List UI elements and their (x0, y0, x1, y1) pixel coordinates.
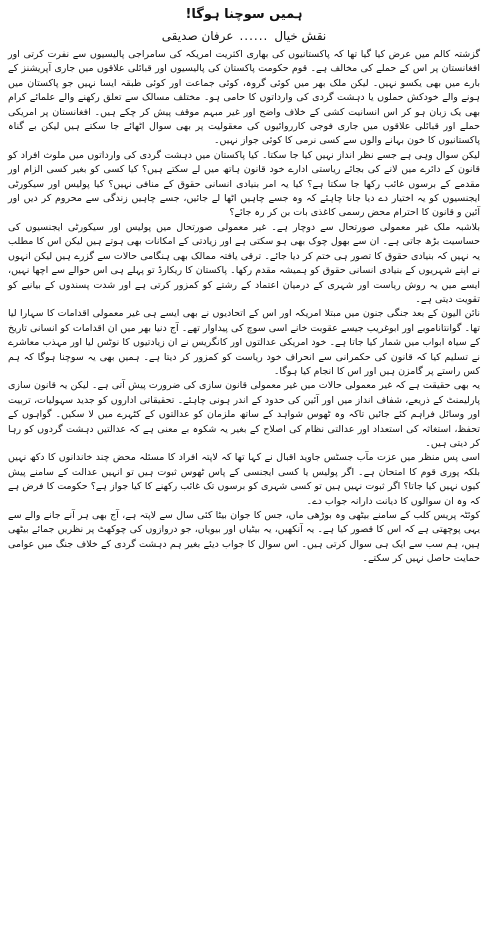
article-paragraph: بلاشبہ ملک غیر معمولی صورتحال سے دوچار ہے۔ غیر معمولی صورتحال میں پولیس اور سیکورٹی ایجنسیوں کی حساسیت بڑھ جاتی ہے۔ ان سے بھول چوک بھی ہو سکتی ہے اور زیادتی کے امکانات بھی ہوتے ہیں لیکن اس کا مطلب یہ نہیں کہ بنیادی حقوق کا تصور ہی ختم کر دیا جائے۔ ترقی یافتہ ممالک بھی ہنگامی حالات سے گزرے ہیں لیکن انہوں نے اپنے شہریوں کے بنیادی انسانی حقوق کو ہمیشہ مقدم رکھا۔ پاکستان کا ریکارڈ تو پہلے ہی اس حوالے سے اچھا نہیں، ایسے میں یہ روش ریاست اور شہری کے درمیان اعتماد کے رشتے کو کمزور کرتی ہے اور شدت پسندوں کے بیانیے کو تقویت دیتی ہے۔ (8, 221, 480, 305)
article-paragraph: نائن الیون کے بعد جنگی جنون میں مبتلا امریکہ اور اس کے اتحادیوں نے بھی ایسے ہی غیر معمولی اقدامات کا سہارا لیا تھا۔ گوانتاناموبے اور ابوغریب جیسے عقوبت خانے اسی سوچ کی پیداوار تھے۔ آج دنیا بھر میں ان اقدامات کو انسانی تاریخ کے سیاہ ابواب میں شمار کیا جاتا ہے۔ خود امریکی عدالتوں اور کانگریس نے ان زیادتیوں کا نوٹس لیا اور مہذب معاشرے نے تسلیم کیا کہ قانون کی حکمرانی سے انحراف خود ریاست کو کمزور کر دیتا ہے۔ ہمیں بھی یہ سوچنا ہوگا کہ ہم کس راستے پر گامزن ہیں اور اس کا انجام کیا ہوگا۔ (8, 308, 480, 377)
article-paragraph: گزشتہ کالم میں عرض کیا گیا تھا کہ پاکستانیوں کی بھاری اکثریت امریکہ کی سامراجی پالیسیوں سے نفرت کرتی اور افغانستان پر اس کے حملے کی مخالف ہے۔ قوم حکومت پاکستان کی پالیسیوں اور قبائلی علاقوں میں جاری آپریشنز کے بارے میں بھی یکسو نہیں۔ لیکن ملک بھر میں کوئی گروہ، کوئی جماعت اور کوئی طبقہ ایسا نہیں جو پاکستان میں ہونے والے خودکش حملوں یا دہشت گردی کی وارداتوں کا حامی ہو۔ مختلف مسالک سے تعلق رکھنے والے علمائے کرام بھی یک زبان ہو کر اس انسانیت کشی کے خلاف واضح اور غیر مبہم موقف پیش کر چکے ہیں۔ افغانستان پر امریکی حملے اور قبائلی علاقوں میں جاری فوجی کارروائیوں کی معقولیت پر بھی سوال اٹھائے جا سکتے ہیں لیکن بے گناہ پاکستانیوں کا خون بہانے والوں سے کسی نرمی کا کوئی جواز نہیں۔ (8, 49, 480, 147)
author-name: عرفان صدیقی (161, 29, 234, 43)
column-name: نقش خیال (274, 29, 327, 43)
article-paragraph: یہ بھی حقیقت ہے کہ غیر معمولی حالات میں غیر معمولی قانون سازی کی ضرورت پیش آتی ہے۔ لیکن یہ قانون سازی پارلیمنٹ کے ذریعے، شفاف انداز میں اور آئین کی حدود کے اندر ہونی چاہئے۔ تحقیقاتی اداروں کو جدید سہولیات، تربیت اور وسائل فراہم کئے جائیں تاکہ وہ ٹھوس شواہد کے ساتھ ملزمان کو عدالتوں کے کٹہرے میں لا سکیں۔ گواہوں کے تحفظ، استغاثہ کی استعداد اور عدالتی نظام کی اصلاح کے بغیر یہ شکوہ بے معنی ہے کہ عدالتیں دہشت گردوں کو رہا کر دیتی ہیں۔ (8, 380, 480, 449)
article-paragraph: کوئٹہ پریس کلب کے سامنے بیٹھی وہ بوڑھی ماں، جس کا جوان بیٹا کئی سال سے لاپتہ ہے، آج بھی ہر آنے جانے والے سے یہی پوچھتی ہے کہ اس کا قصور کیا ہے۔ یہ آنکھیں، یہ بیٹیاں اور بیویاں، جو دروازوں کی چوکھٹ پر نظریں جمائے بیٹھی ہیں، ہم سب سے ایک ہی سوال کرتی ہیں۔ اس سوال کا جواب دیئے بغیر ہم دہشت گردی کے خلاف جنگ میں عوامی حمایت حاصل نہیں کر سکتے۔ (8, 510, 480, 565)
article-paragraph: اسی پس منظر میں عزت مآب جسٹس جاوید اقبال نے کہا تھا کہ لاپتہ افراد کا مسئلہ محض چند خاندانوں کا دکھ نہیں بلکہ پوری قوم کا امتحان ہے۔ اگر پولیس یا کسی ایجنسی کے پاس ٹھوس ثبوت ہیں تو انہیں عدالت کے سامنے پیش کیوں نہیں کیا جاتا؟ اگر ثبوت نہیں ہیں تو کسی شہری کو برسوں تک غائب رکھنے کا کیا جواز ہے؟ حکومت کا فرض ہے کہ وہ ان سوالوں کا دیانت دارانہ جواب دے۔ (8, 452, 480, 507)
byline (8, 28, 480, 44)
article-title: ہمیں سوچنا ہوگا! (185, 7, 303, 22)
article-body (8, 48, 480, 567)
byline-separator: ...... (239, 29, 269, 43)
article-paragraph: لیکن سوال وہی ہے جسے نظر انداز نہیں کیا جا سکتا۔ کیا پاکستان میں دہشت گردی کی وارداتوں میں ملوث افراد کو قانون کے دائرے میں لانے کی بجائے ریاستی ادارے خود قانون ہاتھ میں لے سکتے ہیں؟ کیا کسی کو بغیر کسی الزام اور مقدمے کے برسوں غائب رکھا جا سکتا ہے؟ کیا یہ امر بنیادی انسانی حقوق کے منافی نہیں؟ کیا پولیس اور سیکورٹی ایجنسیوں کو یہ اختیار دے دیا جانا چاہئے کہ وہ جسے چاہیں اٹھا لے جائیں، جسے چاہیں زندگی سے محروم کر دیں اور آئین و قانون کا احترام محض رسمی کاغذی بات بن کر رہ جائے؟ (8, 149, 480, 219)
